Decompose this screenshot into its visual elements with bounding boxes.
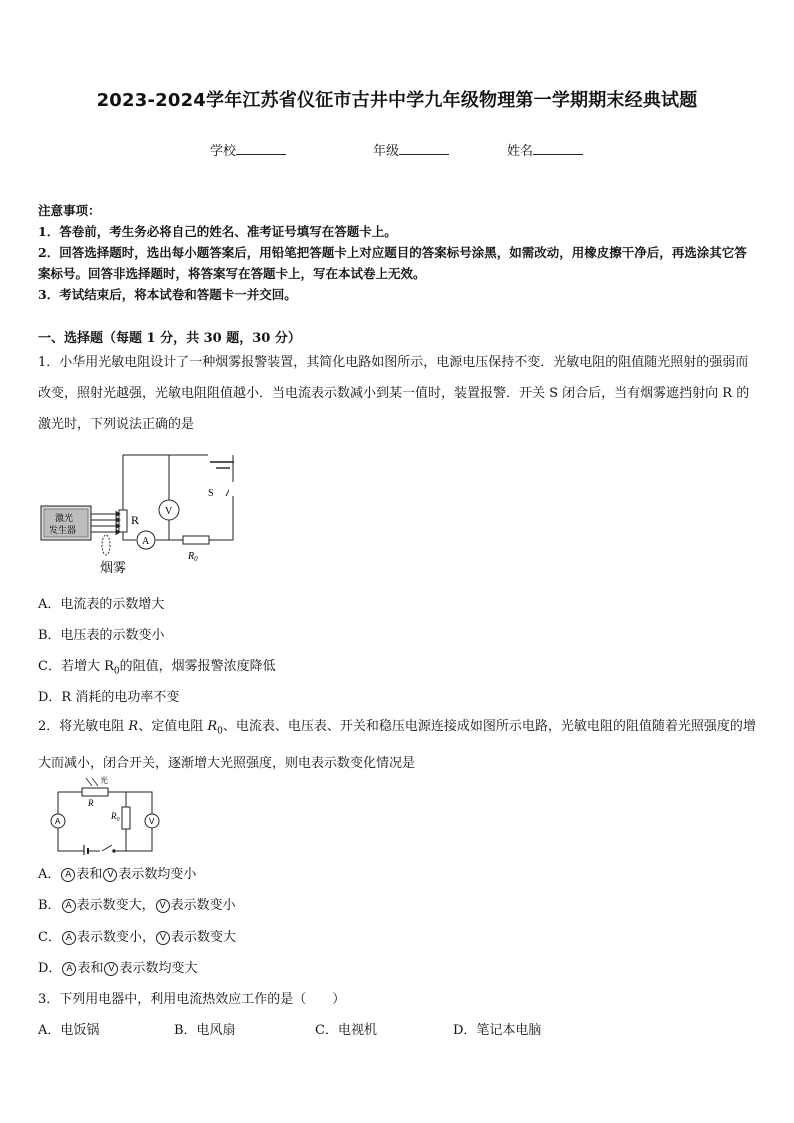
laser-label-line1: 激光 <box>55 514 74 524</box>
q2-stem-mid: 、定值电阻 <box>138 719 208 734</box>
switch-icon <box>226 482 237 496</box>
q2-option-d[interactable] <box>38 957 197 976</box>
ammeter-symbol-icon: A <box>61 868 75 882</box>
q2-photoresistor-icon <box>82 788 108 796</box>
voltmeter-symbol-icon: V <box>156 899 170 913</box>
r0-label: $R_0$ <box>188 551 198 563</box>
q2-option-c-label: C． <box>38 930 61 945</box>
q3-option-a[interactable]: A．电饭锅 <box>38 1023 100 1038</box>
q2-r0-label: $R_0$ <box>111 811 120 823</box>
q2-option-a-label: A． <box>38 867 61 882</box>
ammeter-symbol-icon: A <box>62 899 76 913</box>
note-item-2: 2．回答选择题时，选出每小题答案后，用铅笔把答题卡上对应题目的答案标号涂黑，如需改动，用橡皮擦干净后，再选涂其它答案标号。回答非选择题时，将答案写在答题卡上，写在本试卷上无效。 <box>38 245 747 281</box>
school-field <box>210 140 286 159</box>
note-item-1: 1．答卷前，考生务必将自己的姓名、准考证号填写在答题卡上。 <box>38 224 397 239</box>
section-heading: 一、选择题（每题 1 分，共 30 题，30 分） <box>38 331 301 346</box>
q2-option-d-mid: 表和 <box>77 961 104 976</box>
q2-option-d-label: D． <box>38 961 62 976</box>
q1-circuit-diagram <box>38 452 238 576</box>
q2-option-b-mid: 表示数变大， <box>76 898 155 913</box>
q2-circuit-diagram <box>38 775 162 855</box>
smoke-label: 烟雾 <box>100 561 127 576</box>
q2-stem-r: R <box>128 719 139 734</box>
q1-option-c-post: 的阻值，烟雾报警浓度降低 <box>119 659 276 674</box>
ammeter-symbol-icon: A <box>62 962 76 976</box>
q2-ammeter-label: A <box>55 817 61 826</box>
battery-icon <box>210 462 234 468</box>
q2-stem-pre: 2．将光敏电阻 <box>38 719 129 734</box>
grade-label: 年级 <box>373 144 400 159</box>
q2-r0-resistor-icon <box>122 807 130 829</box>
note-item-3: 3．考试结束后，将本试卷和答题卡一并交回。 <box>38 287 297 302</box>
page-title: 2023-2024学年江苏省仪征市古井中学九年级物理第一学期期末经典试题 <box>96 90 698 111</box>
photoresistor-label: R <box>131 513 140 527</box>
ammeter-symbol-icon: A <box>62 931 76 945</box>
q2-stem <box>38 711 758 779</box>
switch-label: S <box>208 488 214 499</box>
q2-light-arrows <box>86 778 98 786</box>
school-blank[interactable] <box>236 142 286 155</box>
q1-option-c[interactable] <box>38 655 276 677</box>
q1-option-c-sub: 0 <box>113 666 120 677</box>
q2-option-c[interactable] <box>38 926 236 945</box>
voltmeter-symbol-icon: V <box>103 868 117 882</box>
photoresistor-icon <box>119 510 127 532</box>
q2-battery-icon <box>84 845 88 855</box>
q2-stem-r0-sub: 0 <box>217 726 223 737</box>
q1-option-c-pre: C．若增大 R <box>38 659 114 674</box>
q2-option-a[interactable] <box>38 863 196 882</box>
voltmeter-label: V <box>165 506 173 517</box>
grade-field <box>373 140 449 159</box>
q1-option-a[interactable]: A．电流表的示数增大 <box>38 597 165 612</box>
q2-option-a-post: 表示数均变小 <box>118 867 197 882</box>
smoke-icon <box>102 535 110 555</box>
q2-option-b-label: B． <box>38 898 61 913</box>
q2-r-label: R <box>88 798 94 808</box>
voltmeter-symbol-icon: V <box>156 931 170 945</box>
q2-stem-post: 、电流表、电压表、开关和稳压电源连接成如图所示电路，光敏电阻的阻值随着光照强度的增大而减小，闭合开关，逐渐增大光照强度，则电表示数变化情况是 <box>38 719 756 771</box>
q1-option-b[interactable]: B．电压表的示数变小 <box>38 628 165 643</box>
laser-beam-arrows <box>91 512 120 535</box>
name-field <box>507 140 583 159</box>
q2-option-a-mid: 表和 <box>76 867 103 882</box>
q2-option-c-mid: 表示数变小， <box>76 930 155 945</box>
voltmeter-symbol-icon: V <box>104 962 118 976</box>
ammeter-label: A <box>142 536 150 547</box>
q3-option-b[interactable]: B．电风扇 <box>174 1023 236 1038</box>
q2-stem-r0: R <box>207 719 218 734</box>
q2-option-b-post: 表示数变小 <box>170 898 236 913</box>
laser-label-line2: 发生器 <box>49 526 77 536</box>
q1-stem: 1．小华用光敏电阻设计了一种烟雾报警装置，其简化电路如图所示，电源电压保持不变．光敏电阻的阻值随光照射的强弱而改变，照射光越强，光敏电阻阻值越小．当电流表示数减小到某一值时，装置报警．开关 S 闭合后，当有烟雾遮挡射向 R 的激光时，下列说法正确的是 <box>38 355 750 432</box>
q1-option-d[interactable]: D．R 消耗的电功率不变 <box>38 690 180 705</box>
notes-heading: 注意事项： <box>38 203 101 218</box>
q3-option-c[interactable]: C．电视机 <box>315 1023 377 1038</box>
q2-option-d-post: 表示数均变大 <box>119 961 198 976</box>
notes-block <box>38 200 758 305</box>
school-label: 学校 <box>210 144 237 159</box>
q2-light-label: 光 <box>100 776 108 785</box>
q3-stem: 3．下列用电器中，利用电流热效应工作的是（ ） <box>38 992 346 1007</box>
grade-blank[interactable] <box>399 142 449 155</box>
r0-resistor-icon <box>183 536 209 544</box>
name-blank[interactable] <box>533 142 583 155</box>
q2-voltmeter-label: V <box>149 817 155 826</box>
name-label: 姓名 <box>507 144 534 159</box>
q3-option-d[interactable]: D．笔记本电脑 <box>453 1023 542 1038</box>
q2-switch-icon <box>100 845 116 853</box>
q2-option-c-post: 表示数变大 <box>170 930 236 945</box>
q2-option-b[interactable] <box>38 894 236 913</box>
